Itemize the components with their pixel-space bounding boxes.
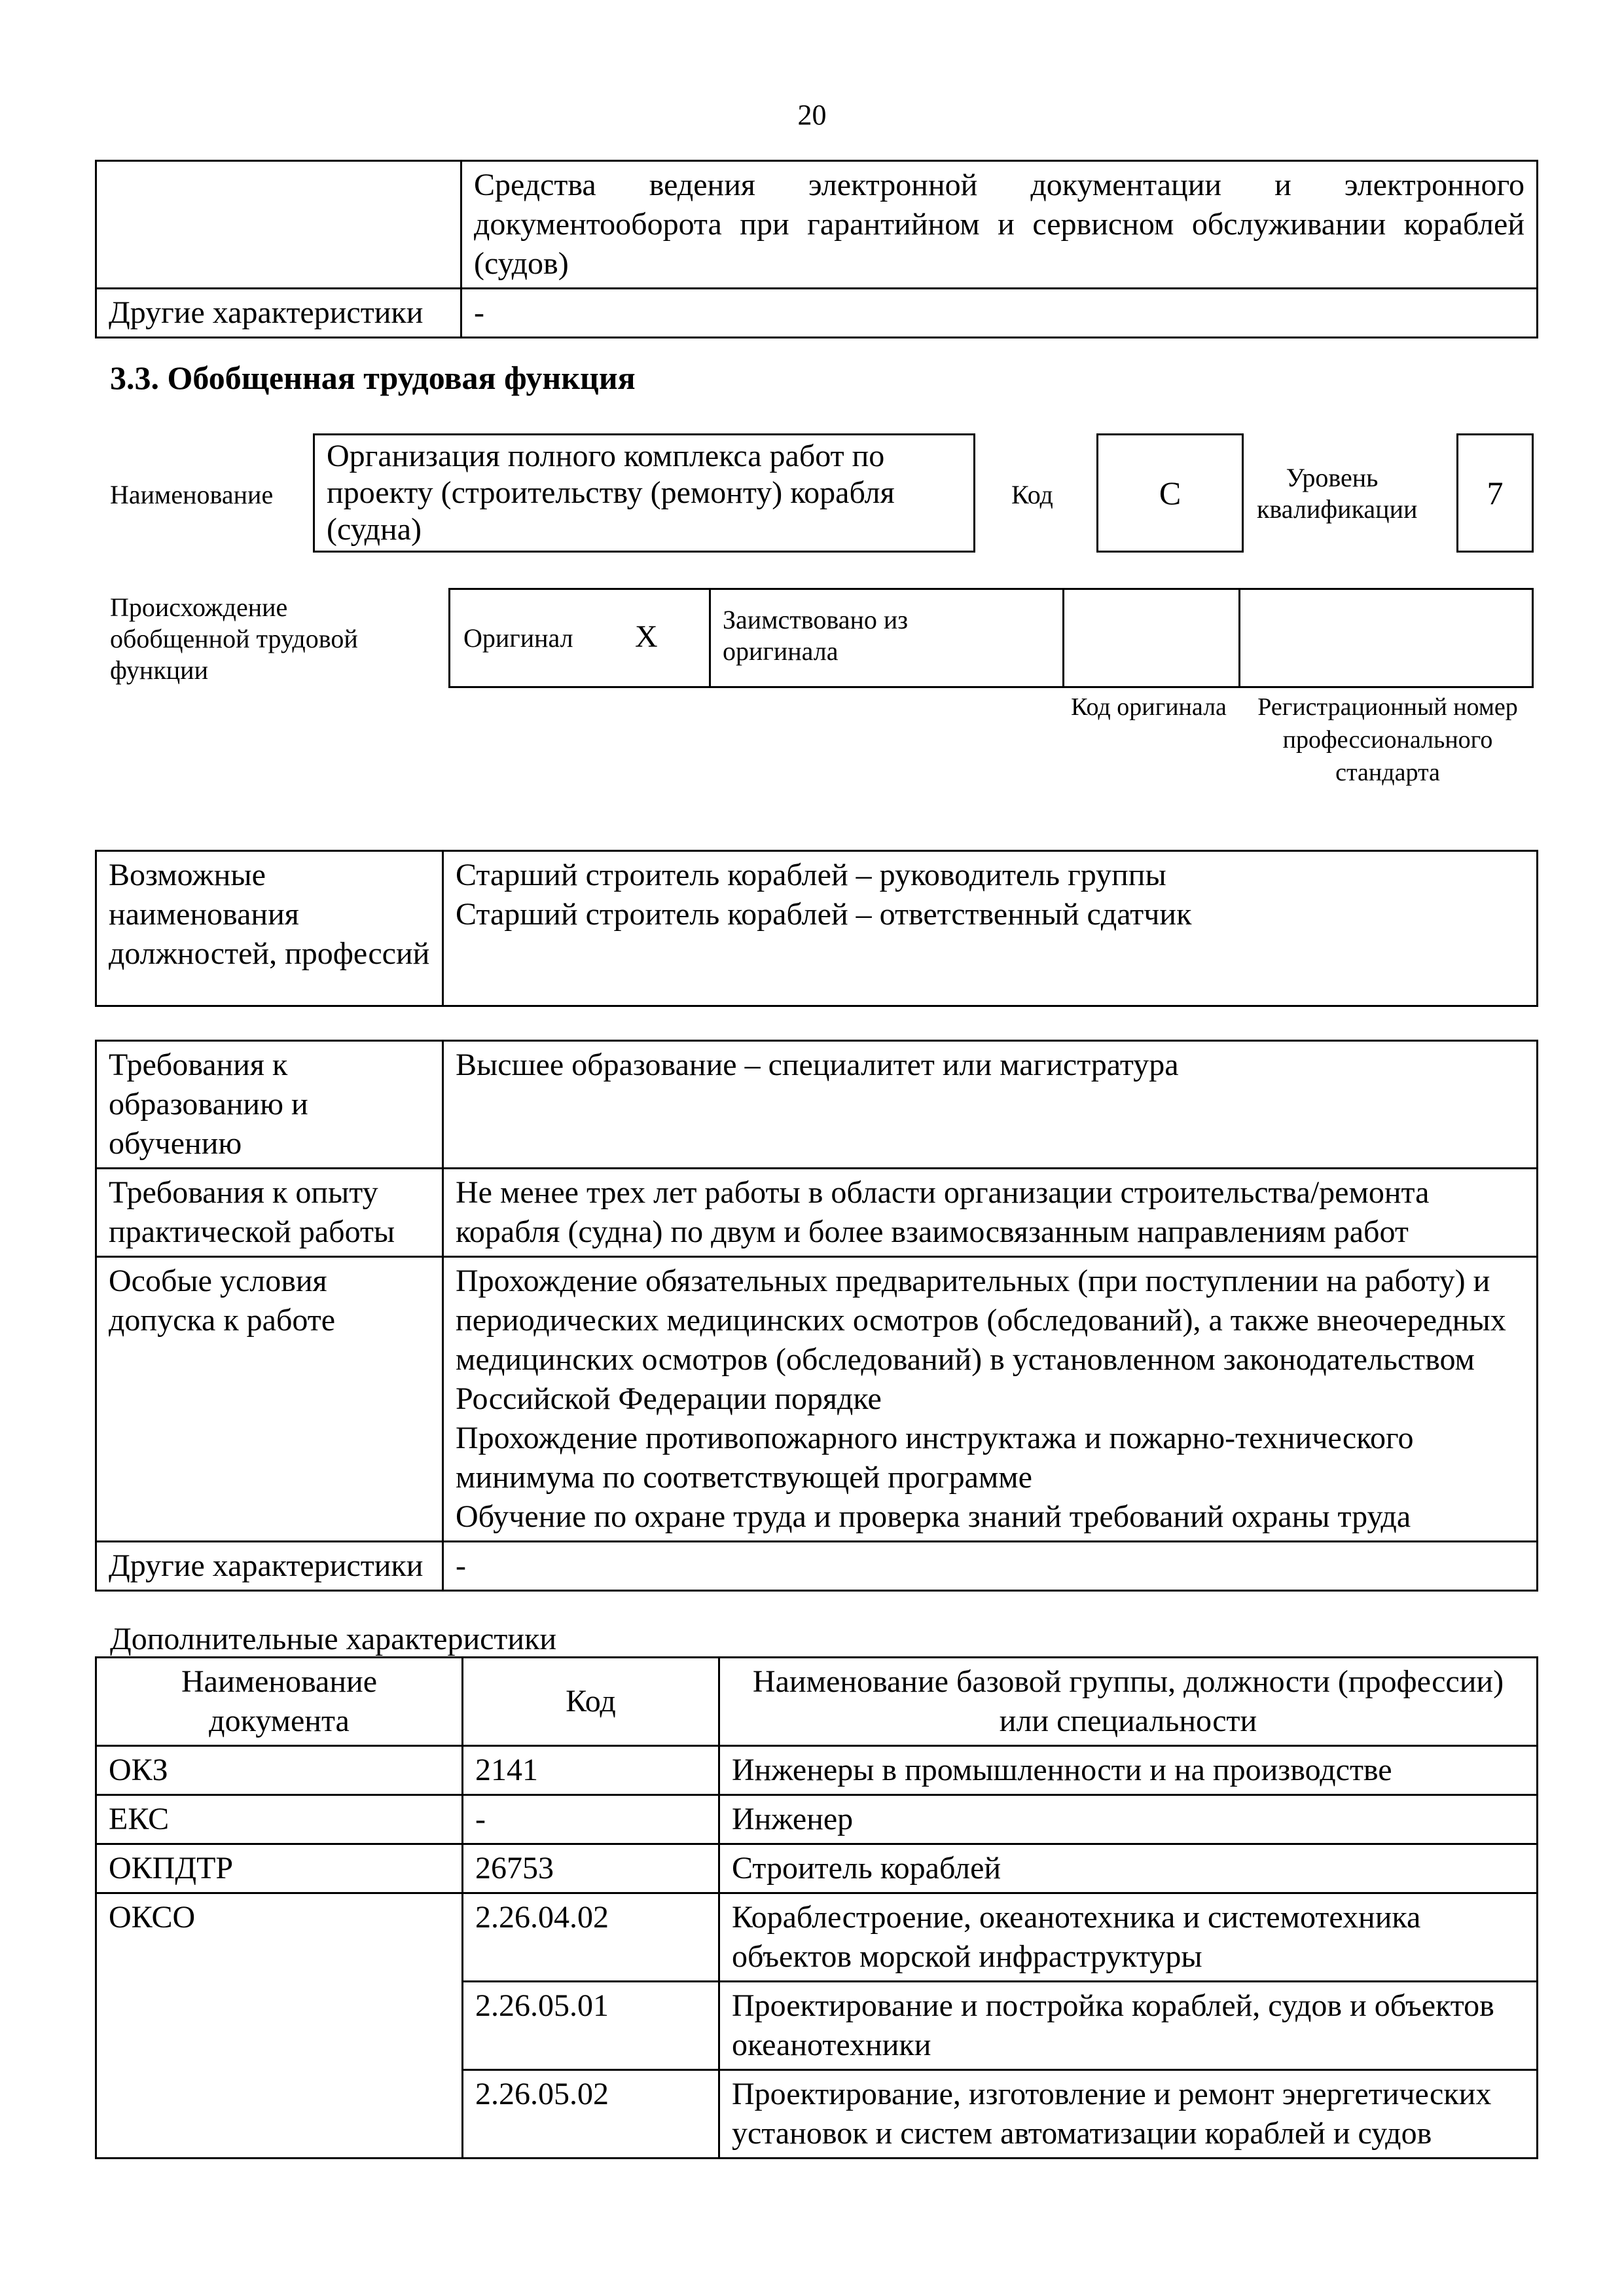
positions-label: Возможные наименования должностей, профессий [96, 851, 443, 1006]
code-label: Код [1011, 480, 1053, 509]
table-row [96, 1795, 1538, 1844]
top-row2-value: - [461, 289, 1538, 338]
name-value: Организация полного комплекса работ по проекту (строительству (ремонту) корабля (судна) [327, 439, 895, 547]
additional-title: Дополнительные характеристики [110, 1622, 557, 1656]
table-row [96, 1844, 1538, 1893]
additional-table [95, 1656, 1538, 2159]
top-table [95, 160, 1538, 338]
row-code: 2.26.05.01 [463, 1982, 719, 2070]
admission-line-1: Прохождение обязательных предварительных (при поступлении на работу) и периодических медицинских осмотров (обследований), а также внеочередных медицинских осмотров (обследований) в установленном законодательством Российской Федерации порядке [456, 1264, 1506, 1416]
code-value: C [1159, 475, 1182, 511]
admission-line-3: Обучение по охране труда и проверка знаний требований охраны труда [456, 1499, 1411, 1534]
header-name: Наименование базовой группы, должности (профессии) или специальности [719, 1658, 1538, 1746]
row-code: - [463, 1795, 719, 1844]
row-code: 2141 [463, 1746, 719, 1795]
row-name: Кораблестроение, океанотехника и системотехника объектов морской инфраструктуры [719, 1893, 1538, 1982]
original-mark: X [635, 619, 658, 654]
table-row [96, 1257, 1538, 1542]
row-name: Проектирование и постройка кораблей, судов и объектов океанотехники [719, 1982, 1538, 2070]
header-doc: Наименование документа [96, 1658, 463, 1746]
table-row [96, 1041, 1538, 1169]
top-row2-label: Другие характеристики [96, 289, 461, 338]
origin-table [448, 588, 1534, 688]
row-code: 2.26.05.02 [463, 2070, 719, 2159]
page-number: 20 [797, 99, 827, 131]
req-experience-value: Не менее трех лет работы в области организации строительства/ремонта корабля (судна) по двум и более взаимосвязанным направлениям работ [443, 1169, 1538, 1257]
row-code: 2.26.04.02 [463, 1893, 719, 1982]
req-experience-label: Требования к опыту практической работы [96, 1169, 443, 1257]
origin-divider-1 [709, 590, 711, 686]
level-value-box [1456, 433, 1534, 553]
table-row [96, 1746, 1538, 1795]
empty-cell [96, 161, 461, 289]
level-label: Уровень квалификации [1257, 463, 1418, 524]
row-doc: ОКПДТР [96, 1844, 463, 1893]
name-label: Наименование [110, 480, 274, 509]
code-original-caption: Код оригинала [1071, 693, 1227, 721]
header-code: Код [463, 1658, 719, 1746]
row-doc: ОКЗ [96, 1746, 463, 1795]
req-education-value: Высшее образование – специалитет или магистратура [443, 1041, 1538, 1169]
original-label: Оригинал [463, 623, 573, 653]
origin-divider-2 [1062, 590, 1064, 686]
origin-label: Происхождение обобщенной трудовой функции [110, 592, 358, 685]
position-line-1: Старший строитель кораблей – руководитель группы [456, 858, 1166, 892]
req-other-label: Другие характеристики [96, 1542, 443, 1591]
table-header-row [96, 1658, 1538, 1746]
admission-line-2: Прохождение противопожарного инструктажа и пожарно-технического минимума по соответствующей программе [456, 1421, 1414, 1495]
origin-divider-3 [1238, 590, 1240, 686]
req-education-label: Требования к образованию и обучению [96, 1041, 443, 1169]
code-value-box [1096, 433, 1244, 553]
reg-number-caption: Регистрационный номер профессионального стандарта [1257, 693, 1518, 786]
row-code: 26753 [463, 1844, 719, 1893]
level-value: 7 [1487, 475, 1504, 511]
section-title: 3.3. Обобщенная трудовая функция [110, 359, 636, 396]
table-row [96, 1893, 1538, 1982]
table-row [96, 851, 1538, 1006]
row-name: Проектирование, изготовление и ремонт энергетических установок и систем автоматизации кораблей и судов [719, 2070, 1538, 2159]
name-value-box [313, 433, 975, 553]
table-row [96, 1542, 1538, 1591]
req-admission-value [443, 1257, 1538, 1542]
positions-table [95, 850, 1538, 1007]
row-doc: ОКСО [96, 1893, 463, 2159]
row-name: Инженеры в промышленности и на производстве [719, 1746, 1538, 1795]
table-row [96, 161, 1538, 289]
row-name: Строитель кораблей [719, 1844, 1538, 1893]
req-other-value: - [443, 1542, 1538, 1591]
table-row [96, 289, 1538, 338]
positions-value [443, 851, 1538, 1006]
requirements-table [95, 1040, 1538, 1592]
table-row [96, 1169, 1538, 1257]
position-line-2: Старший строитель кораблей – ответственный сдатчик [456, 897, 1192, 932]
top-row1-text: Средства ведения электронной документации и электронного документооборота при гарантийном и сервисном обслуживании кораблей (судов) [461, 161, 1538, 289]
row-doc: ЕКС [96, 1795, 463, 1844]
req-admission-label: Особые условия допуска к работе [96, 1257, 443, 1542]
borrowed-label: Заимствовано из оригинала [723, 605, 909, 666]
row-name: Инженер [719, 1795, 1538, 1844]
